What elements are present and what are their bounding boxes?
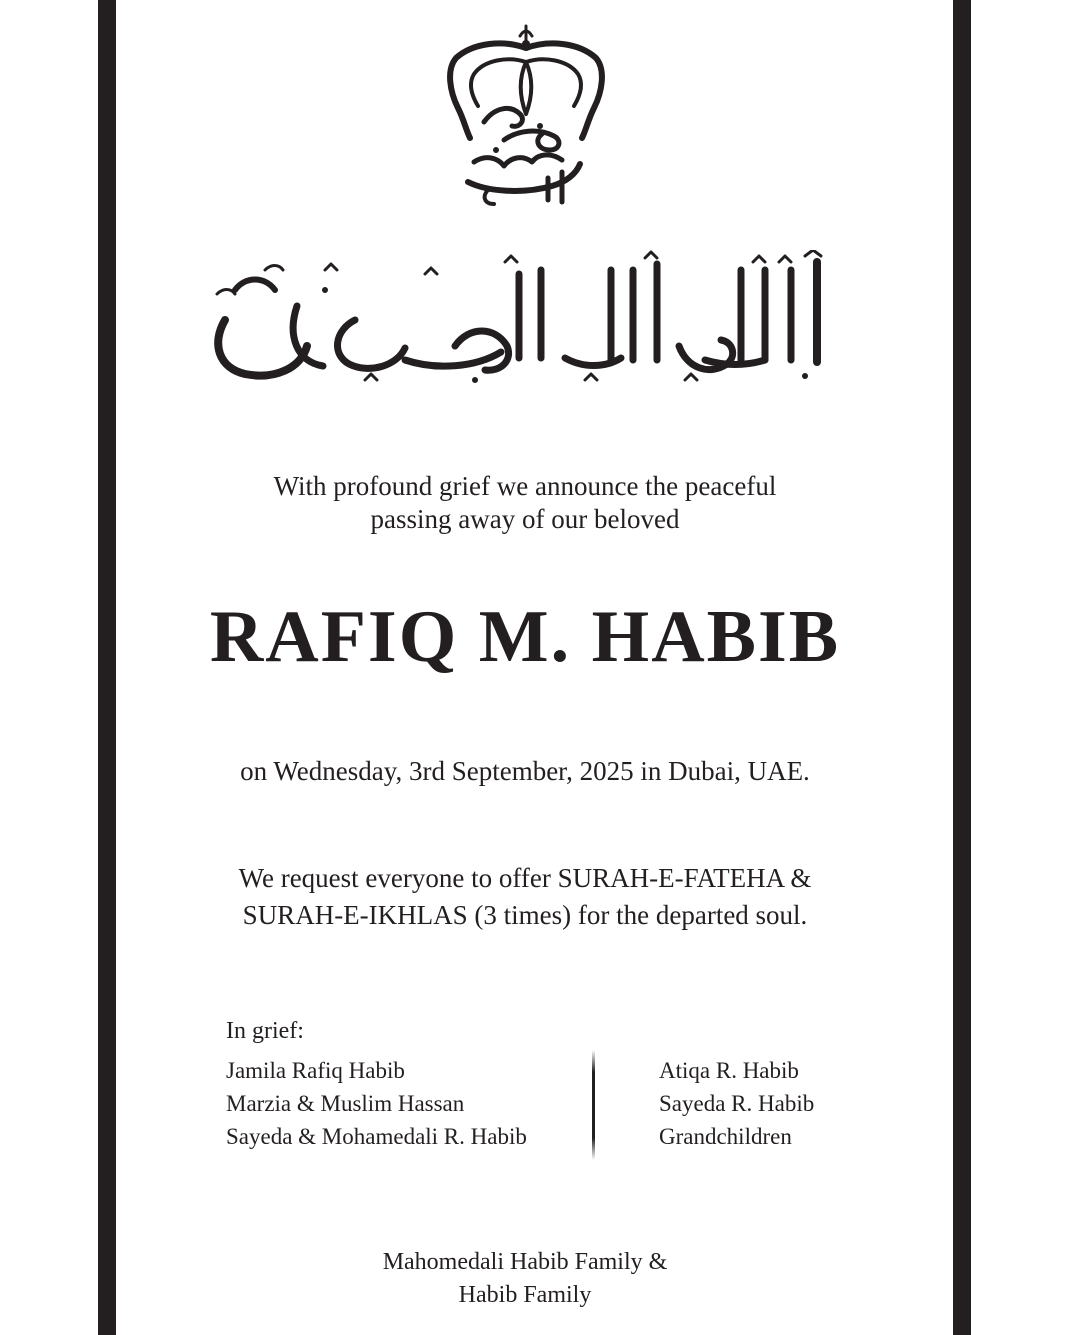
- mourner-name: Grandchildren: [659, 1124, 792, 1149]
- prayer-request-line-1: We request everyone to offer SURAH-E-FATEHA &: [238, 863, 812, 893]
- mourner-name: Jamila Rafiq Habib: [226, 1058, 405, 1083]
- mourners-left-column: [226, 1054, 527, 1153]
- prayer-request: [150, 860, 900, 934]
- date-location-line: on Wednesday, 3rd September, 2025 in Dubai, UAE.: [240, 756, 810, 786]
- family-signature: [250, 1246, 800, 1312]
- announcement-line-2: passing away of our beloved: [370, 504, 680, 534]
- mourner-name: Marzia & Muslim Hassan: [226, 1091, 465, 1116]
- family-signature-line-2: Habib Family: [458, 1282, 592, 1308]
- left-border-bar: [98, 0, 116, 1335]
- deceased-name: RAFIQ M. HABIB: [209, 596, 841, 678]
- in-grief-label: In grief:: [226, 1018, 304, 1044]
- mourner-name: Sayeda & Mohamedali R. Habib: [226, 1124, 527, 1149]
- prayer-request-line-2: SURAH-E-IKHLAS (3 times) for the departed soul.: [242, 900, 808, 930]
- column-divider: [592, 1050, 595, 1160]
- inna-lillahi-calligraphy-icon: [205, 250, 845, 390]
- mourners-right-column: [659, 1054, 814, 1153]
- announcement-text: [150, 470, 900, 536]
- bismillah-crown-calligraphy-icon: [444, 22, 608, 206]
- family-signature-line-1: Mahomedali Habib Family &: [382, 1249, 668, 1275]
- mourner-name: Atiqa R. Habib: [659, 1058, 799, 1083]
- mourner-name: Sayeda R. Habib: [659, 1091, 815, 1116]
- announcement-line-1: With profound grief we announce the peaceful: [273, 471, 777, 501]
- right-border-bar: [953, 0, 971, 1335]
